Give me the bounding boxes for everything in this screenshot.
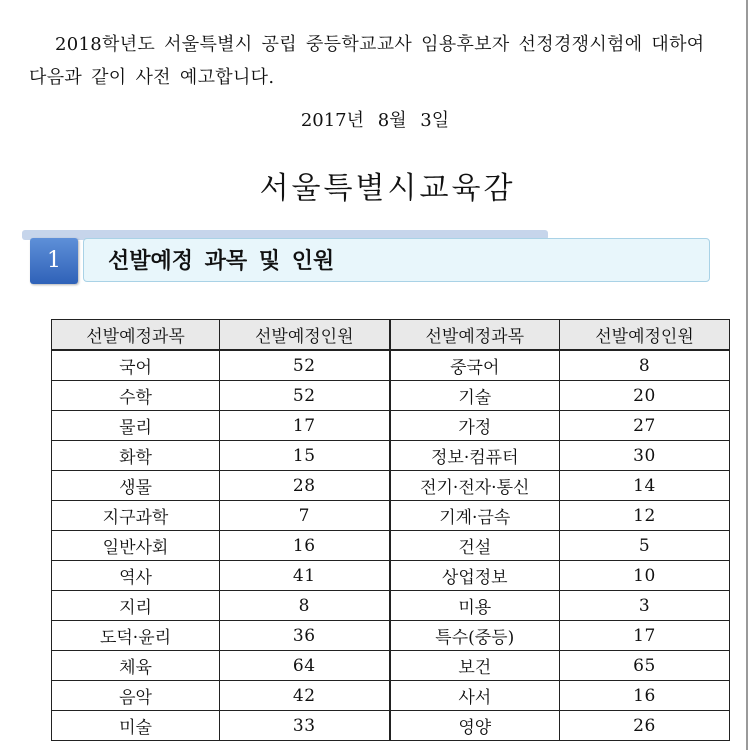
table-row	[52, 471, 730, 501]
subject-left-cell: 체육	[52, 651, 220, 681]
subject-right-cell: 전기·전자·통신	[390, 471, 560, 501]
intro-text-line-1: 2018학년도 서울특별시 공립 중등학교교사 임용후보자 선정경쟁시험에 대하여	[55, 34, 705, 55]
header-count-right: 선발예정인원	[560, 320, 730, 351]
subject-left-cell: 국어	[52, 350, 220, 381]
table-row	[52, 501, 730, 531]
table-header-row	[52, 320, 730, 351]
count-left-cell: 33	[220, 711, 390, 741]
subject-right-cell: 기술	[390, 381, 560, 411]
count-left-cell: 17	[220, 411, 390, 441]
header-count-left: 선발예정인원	[220, 320, 390, 351]
count-right-cell: 3	[560, 591, 730, 621]
subject-left-cell: 수학	[52, 381, 220, 411]
count-left-cell: 36	[220, 621, 390, 651]
header-subject-left: 선발예정과목	[52, 320, 220, 351]
section-number-badge: 1	[30, 238, 78, 284]
count-left-cell: 64	[220, 651, 390, 681]
count-left-cell: 42	[220, 681, 390, 711]
count-right-cell: 10	[560, 561, 730, 591]
count-right-cell: 30	[560, 441, 730, 471]
count-left-cell: 41	[220, 561, 390, 591]
table-row	[52, 441, 730, 471]
subject-right-cell: 미용	[390, 591, 560, 621]
header-subject-right: 선발예정과목	[390, 320, 560, 351]
subject-left-cell: 역사	[52, 561, 220, 591]
count-right-cell: 12	[560, 501, 730, 531]
count-right-cell: 14	[560, 471, 730, 501]
subject-left-cell: 일반사회	[52, 531, 220, 561]
table-row	[52, 621, 730, 651]
subject-right-cell: 정보·컴퓨터	[390, 441, 560, 471]
count-left-cell: 28	[220, 471, 390, 501]
count-left-cell: 52	[220, 381, 390, 411]
intro-text-line-2: 다음과 같이 사전 예고합니다.	[29, 67, 275, 88]
subject-right-cell: 기계·금속	[390, 501, 560, 531]
subject-left-cell: 물리	[52, 411, 220, 441]
issuer-title: 서울특별시교육감	[259, 171, 516, 206]
recruitment-table-container	[51, 319, 729, 741]
subject-left-cell: 화학	[52, 441, 220, 471]
count-right-cell: 17	[560, 621, 730, 651]
count-left-cell: 16	[220, 531, 390, 561]
subject-right-cell: 보건	[390, 651, 560, 681]
subject-left-cell: 지리	[52, 591, 220, 621]
subject-right-cell: 가정	[390, 411, 560, 441]
count-left-cell: 8	[220, 591, 390, 621]
subject-left-cell: 지구과학	[52, 501, 220, 531]
table-row	[52, 681, 730, 711]
count-left-cell: 52	[220, 350, 390, 381]
subject-left-cell: 미술	[52, 711, 220, 741]
subject-left-cell: 생물	[52, 471, 220, 501]
count-right-cell: 8	[560, 350, 730, 381]
subject-right-cell: 특수(중등)	[390, 621, 560, 651]
count-left-cell: 7	[220, 501, 390, 531]
recruitment-table	[51, 319, 730, 741]
count-left-cell: 15	[220, 441, 390, 471]
subject-right-cell: 중국어	[390, 350, 560, 381]
count-right-cell: 20	[560, 381, 730, 411]
count-right-cell: 5	[560, 531, 730, 561]
table-row	[52, 531, 730, 561]
section-title: 선발예정 과목 및 인원	[108, 249, 335, 274]
table-row	[52, 350, 730, 381]
count-right-cell: 16	[560, 681, 730, 711]
table-row	[52, 591, 730, 621]
announcement-date: 2017년 8월 3일	[300, 110, 450, 131]
subject-left-cell: 도덕·윤리	[52, 621, 220, 651]
subject-right-cell: 영양	[390, 711, 560, 741]
subject-left-cell: 음악	[52, 681, 220, 711]
subject-right-cell: 상업정보	[390, 561, 560, 591]
table-row	[52, 711, 730, 741]
table-row	[52, 651, 730, 681]
table-row	[52, 381, 730, 411]
subject-right-cell: 건설	[390, 531, 560, 561]
count-right-cell: 27	[560, 411, 730, 441]
count-right-cell: 65	[560, 651, 730, 681]
table-row	[52, 561, 730, 591]
table-body	[52, 350, 730, 741]
count-right-cell: 26	[560, 711, 730, 741]
subject-right-cell: 사서	[390, 681, 560, 711]
table-row	[52, 411, 730, 441]
